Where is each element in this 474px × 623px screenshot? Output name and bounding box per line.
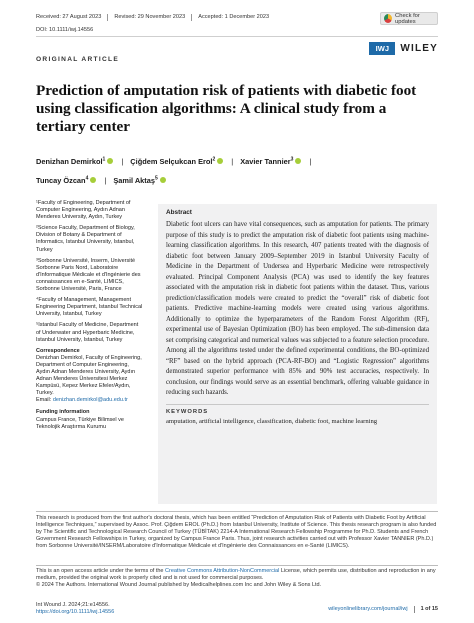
abstract-box	[158, 204, 437, 504]
email-link[interactable]: denizhan.demirkol@adu.edu.tr	[52, 397, 128, 404]
check-updates-label: Check for updates	[395, 12, 420, 25]
abstract-text: Diabetic foot ulcers can have vital consequences, such as amputation for patients. The primary purpose of this study is to predict the amputation risk of diabetic foot patients using machine-learning classification algorithms. In this research, 407 patients treated with the diagnosis of diabetic foot between January 2009–September 2019 in Istanbul University Faculty of Medicine in the Department of Undersea and Hyperbaric Medicine were retrospectively evaluated. Principal Component Analysis (PCA) was used to identify the key features associated with the amputation risk in diabetic foot patients within the dataset. Thus, various prediction/classification models were created to predict the “overall” risk of diabetic foot patients. Predictive machine-learning models were created using various algorithms. Additionally to optimize the hyperparameters of the Random Forest Algorithm (RF), experimental use of Bayesian Optimization (BO) has been employed. The sub-dimension data set comprising categorical and numerical values was subjected to a feature selection procedure. Among all the algorithms tested under the defined experimental conditions, the BO-optimized “RF” based on the hybrid approach (PCA-RF-BO) and “Logistic Regression” algorithms demonstrated superior performance with 85% and 90% test accuracies, respectively. In conclusion, our findings would serve as an essential benchmark, offering valuable guidance in reducing such hazards.	[166, 221, 429, 396]
divider	[107, 14, 108, 21]
citation: Int Wound J. 2024;21:e14556.	[36, 602, 110, 608]
funding-text: Campus France, Türkiye Bilimsel ve Teknolojik Araştırma Kurumu	[36, 416, 124, 430]
license-link[interactable]: Creative Commons Attribution-NonCommercial	[165, 568, 280, 574]
divider	[414, 606, 415, 613]
affiliation: ³Sorbonne Université, Inserm, Université Sorbonne Paris Nord, Laboratoire d'Informatique Médicale et d'Ingénierie des connaissances en e-Santé, LIMICS, Sorbonne Université, Paris, France	[36, 257, 141, 293]
correspondence	[36, 348, 144, 405]
page-number: 1 of 15	[420, 605, 438, 612]
crossmark-icon	[384, 14, 392, 23]
orcid-icon[interactable]	[107, 158, 113, 164]
revised-date: Revised: 29 November 2023	[114, 14, 186, 20]
article-dates	[36, 12, 438, 25]
orcid-icon[interactable]	[217, 158, 223, 164]
accepted-date: Accepted: 1 December 2023	[198, 14, 270, 20]
citation-block	[36, 602, 114, 616]
correspondence-email-line: Email: denizhan.demirkol@adu.edu.tr	[36, 397, 128, 404]
footnote-rule	[36, 511, 438, 512]
journal-logo: IWJ	[369, 42, 395, 55]
license-notice: This is an open access article under the terms of the Creative Commons Attribution-NonCommercial License, which permits use, distribution and reproduction in any medium, provided the original work is properly cited and is not used for commercial purposes. © 2024 The Authors. International Wound Journal published by Medicalhelplines.com Inc and John Wiley & Sons Ltd.	[36, 568, 436, 589]
author[interactable]: Xavier Tannier$^3$	[240, 157, 304, 166]
author[interactable]: Tuncay Özcan$^4$	[36, 176, 99, 185]
header-rule	[36, 36, 438, 37]
abstract-heading: Abstract	[166, 209, 192, 216]
author-list: Denizhan Demirkol$^1$ | Çiğdem Selçukcan Erol$^2$ | Xavier Tannier$^3$ | Tuncay Özcan$^4$ | Şamil Aktaş$^5$	[36, 157, 312, 185]
funding-info	[36, 409, 144, 430]
article-type: ORIGINAL ARTICLE	[36, 56, 120, 63]
doi-link[interactable]: https://doi.org/10.1111/iwj.14556	[36, 609, 115, 616]
publisher-brand	[369, 42, 438, 55]
author[interactable]: Şamil Aktaş$^5$	[113, 176, 168, 185]
journal-site-link[interactable]: wileyonlinelibrary.com/journal/iwj	[328, 605, 408, 612]
doi[interactable]: DOI: 10.1111/iwj.14556	[36, 27, 94, 33]
received-date: Received: 27 August 2023	[36, 14, 102, 20]
check-updates-button[interactable]	[380, 12, 438, 25]
correspondence-text: Denizhan Demirkol, Faculty of Engineering, Department of Computer Engineering, Aydın Adnan Menderes University, Aydın Adnan Menderes Üniversitesi Merkez Kampüsü, Kepez Merkez Efeler/Aydın, Turkey.	[36, 354, 142, 397]
keywords: amputation, artificial intelligence, classification, diabetic foot, machine learning	[166, 417, 378, 425]
affiliation: ²Science Faculty, Department of Biology, Division of Botany & Department of Informatics, Istanbul University, Istanbul, Turkey	[36, 225, 135, 253]
orcid-icon[interactable]	[160, 177, 166, 183]
footer-right	[328, 602, 438, 616]
orcid-icon[interactable]	[90, 177, 96, 183]
page-footer	[36, 602, 438, 616]
license-rule	[36, 565, 438, 566]
author[interactable]: Denizhan Demirkol$^1$	[36, 157, 116, 166]
article-title: Prediction of amputation risk of patients with diabetic foot using classification algorithms: A clinical study from a tertiary center	[36, 82, 417, 135]
orcid-icon[interactable]	[295, 158, 301, 164]
affiliation: ¹Faculty of Engineering, Department of Computer Engineering, Aydın Adnan Menderes University, Aydın, Turkey	[36, 200, 131, 221]
author[interactable]: Çiğdem Selçukcan Erol$^2$	[130, 157, 226, 166]
funding-heading: Funding information	[36, 409, 90, 416]
copyright: © 2024 The Authors. International Wound Journal published by Medicalhelplines.com Inc and John Wiley & Sons Ltd.	[36, 582, 322, 589]
keywords-heading: KEYWORDS	[166, 408, 209, 415]
funding-note: This research is produced from the first author's doctoral thesis, which has been entitled “Prediction of Amputation Risk of Patients with Diabetic Foot by Artificial Intelligence Techniques,” supervised by Assoc. Prof. Çiğdem EROL (Ph.D.) from Istanbul University, Institute of Science. This thesis research program is also funded by The Scientific and Technological Research Council of Turkey (TÜBİTAK) 2214-A International Research Fellowship Programme for Ph.D. Students and French Government Research Fellowships in Turkey, organized by Campus France Paris. Thus, joint research activities carried out with Professor Xavier TANNIER (Ph.D.) from Sorbonne Université/INSERM/Laboratoire d'Informatique Médicale et d'Ingénierie des Connaissances en e-Santé (LIMICS).	[36, 515, 437, 550]
affiliation: ⁴Faculty of Management, Management Engineering Department, Istanbul Technical University, Istanbul, Turkey	[36, 297, 143, 318]
affiliation: ⁵Istanbul Faculty of Medicine, Department of Underwater and Hyperbaric Medicine, Istanbul University, Istanbul, Turkey	[36, 322, 139, 343]
divider	[191, 14, 192, 21]
divider	[166, 404, 429, 405]
publisher-logo: WILEY	[400, 43, 438, 54]
correspondence-heading: Correspondence	[36, 347, 80, 354]
side-info	[36, 200, 144, 436]
